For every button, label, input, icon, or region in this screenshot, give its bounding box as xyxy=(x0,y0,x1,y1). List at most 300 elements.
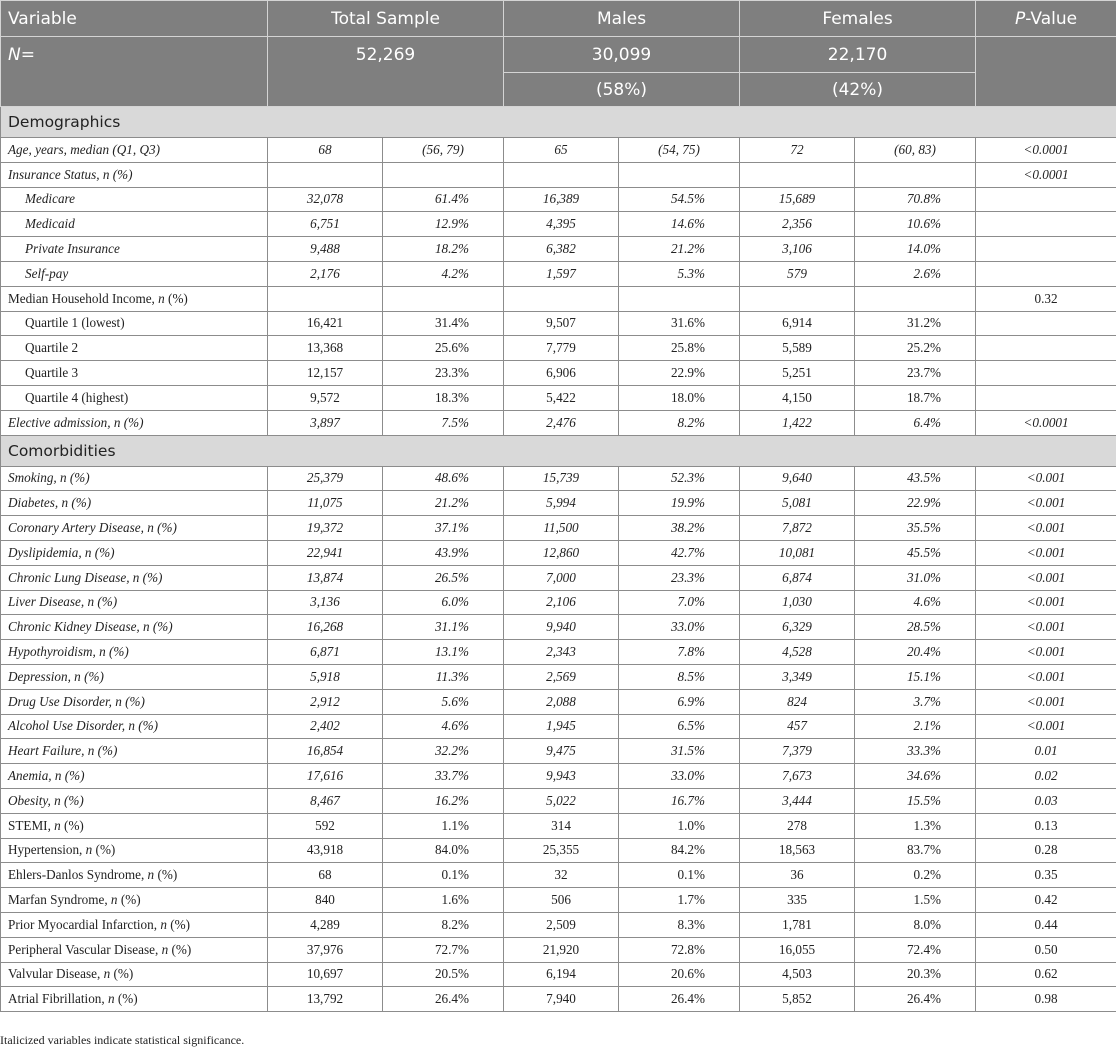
header-females: Females xyxy=(740,1,976,37)
p-value-cell xyxy=(976,261,1116,286)
females-pct-cell: 20.3% xyxy=(855,962,976,987)
row-label xyxy=(1,237,268,262)
females-n-cell: 72 xyxy=(740,138,855,163)
males-n-cell: 2,509 xyxy=(504,912,619,937)
males-pct-cell: 1.0% xyxy=(619,813,740,838)
total-n-cell: 6,871 xyxy=(268,640,383,665)
females-pct-cell: 72.4% xyxy=(855,937,976,962)
row-label xyxy=(1,491,268,516)
males-pct-cell: 38.2% xyxy=(619,516,740,541)
males-pct: (58%) xyxy=(504,73,740,107)
row-label-text: Peripheral Vascular Disease, xyxy=(8,941,162,957)
p-value-cell: 0.02 xyxy=(976,764,1116,789)
row-label-n: n xyxy=(85,842,93,858)
females-n-cell: 5,081 xyxy=(740,491,855,516)
table-row xyxy=(1,714,1116,739)
row-label xyxy=(1,410,268,435)
females-pct-cell xyxy=(855,162,976,187)
p-value-cell: <0.001 xyxy=(976,540,1116,565)
row-label xyxy=(1,385,268,410)
females-pct-cell: (60, 83) xyxy=(855,138,976,163)
row-label xyxy=(1,565,268,590)
row-label-tail: (%) xyxy=(168,941,192,957)
females-pct-cell: 10.6% xyxy=(855,212,976,237)
males-n-cell: 2,343 xyxy=(504,640,619,665)
row-label-tail: (%) xyxy=(114,991,138,1007)
row-label xyxy=(1,888,268,913)
females-n-cell: 18,563 xyxy=(740,838,855,863)
total-pct-cell: 18.2% xyxy=(383,237,504,262)
total-n-cell: 2,402 xyxy=(268,714,383,739)
males-n-cell xyxy=(504,162,619,187)
row-label xyxy=(1,987,268,1012)
row-label-text: Hypertension, xyxy=(8,842,86,858)
females-n-cell: 1,422 xyxy=(740,410,855,435)
females-n-cell: 1,781 xyxy=(740,912,855,937)
females-pct-cell: 2.6% xyxy=(855,261,976,286)
p-value-cell xyxy=(976,385,1116,410)
total-pct-cell: 37.1% xyxy=(383,516,504,541)
females-pct-cell: 15.5% xyxy=(855,788,976,813)
total-pct-cell: 21.2% xyxy=(383,491,504,516)
total-n-cell: 16,854 xyxy=(268,739,383,764)
table-row xyxy=(1,962,1116,987)
row-label-n: n xyxy=(103,966,111,982)
females-pct-cell: 8.0% xyxy=(855,912,976,937)
row-label xyxy=(1,516,268,541)
table-row xyxy=(1,764,1116,789)
row-label-tail: (%) xyxy=(60,817,84,833)
row-label xyxy=(1,788,268,813)
section-title: Comorbidities xyxy=(1,435,1116,466)
p-value-cell: 0.50 xyxy=(976,937,1116,962)
row-label xyxy=(1,689,268,714)
row-label-text: Liver Disease, n (%) xyxy=(8,594,118,610)
females-n-cell: 335 xyxy=(740,888,855,913)
total-pct-cell: 13.1% xyxy=(383,640,504,665)
table-row xyxy=(1,937,1116,962)
total-pct-cell: 4.6% xyxy=(383,714,504,739)
females-n-cell: 6,914 xyxy=(740,311,855,336)
p-value-cell: <0.001 xyxy=(976,590,1116,615)
females-pct-cell: 15.1% xyxy=(855,664,976,689)
males-n-cell: 314 xyxy=(504,813,619,838)
total-n-cell: 43,918 xyxy=(268,838,383,863)
table-row xyxy=(1,162,1116,187)
females-pct-cell: 26.4% xyxy=(855,987,976,1012)
total-n-cell: 16,268 xyxy=(268,615,383,640)
table-row xyxy=(1,590,1116,615)
row-label-n: n xyxy=(158,290,165,306)
total-n-cell: 68 xyxy=(268,138,383,163)
total-n-cell: 19,372 xyxy=(268,516,383,541)
row-label xyxy=(1,187,268,212)
males-n-cell: 7,000 xyxy=(504,565,619,590)
table-row xyxy=(1,212,1116,237)
table-row xyxy=(1,187,1116,212)
females-n-cell xyxy=(740,162,855,187)
males-n-cell xyxy=(504,286,619,311)
females-pct-cell: 28.5% xyxy=(855,615,976,640)
total-pct-cell: 12.9% xyxy=(383,212,504,237)
total-n-cell: 6,751 xyxy=(268,212,383,237)
males-pct-cell: 16.7% xyxy=(619,788,740,813)
p-value-cell: 0.35 xyxy=(976,863,1116,888)
table-row xyxy=(1,491,1116,516)
p-value-cell: <0.001 xyxy=(976,714,1116,739)
males-pct-cell: 7.8% xyxy=(619,640,740,665)
row-label-text: Dyslipidemia, n (%) xyxy=(8,544,115,560)
males-n-cell: 2,106 xyxy=(504,590,619,615)
header-p-letter: P xyxy=(1014,8,1026,29)
females-pct-cell: 20.4% xyxy=(855,640,976,665)
row-label xyxy=(1,212,268,237)
males-pct-cell: 33.0% xyxy=(619,615,740,640)
p-value-cell: <0.001 xyxy=(976,491,1116,516)
row-label-tail: (%) xyxy=(110,966,134,982)
total-pct-cell xyxy=(383,162,504,187)
females-n-cell: 579 xyxy=(740,261,855,286)
row-label-text: Quartile 4 (highest) xyxy=(25,389,129,405)
total-pct-cell: 0.1% xyxy=(383,863,504,888)
header-row xyxy=(1,1,1116,37)
row-label xyxy=(1,664,268,689)
females-pct-cell: 43.5% xyxy=(855,466,976,491)
row-label-text: Coronary Artery Disease, n (%) xyxy=(8,520,177,536)
total-n-cell: 2,912 xyxy=(268,689,383,714)
p-value-cell xyxy=(976,237,1116,262)
females-n-cell: 5,589 xyxy=(740,336,855,361)
total-pct-cell: 8.2% xyxy=(383,912,504,937)
table-row xyxy=(1,565,1116,590)
row-label xyxy=(1,162,268,187)
total-n-cell: 3,136 xyxy=(268,590,383,615)
section-header-comorbidities xyxy=(1,435,1116,466)
males-n-cell: 25,355 xyxy=(504,838,619,863)
row-label xyxy=(1,261,268,286)
total-pct-cell: 1.1% xyxy=(383,813,504,838)
females-n-cell: 9,640 xyxy=(740,466,855,491)
females-n-cell: 2,356 xyxy=(740,212,855,237)
males-pct-cell: (54, 75) xyxy=(619,138,740,163)
males-pct-cell: 26.4% xyxy=(619,987,740,1012)
row-label-text: Smoking, n (%) xyxy=(8,470,90,486)
males-n-cell: 32 xyxy=(504,863,619,888)
row-label-text: Alcohol Use Disorder, n (%) xyxy=(8,718,159,734)
row-label-n: n xyxy=(161,941,169,957)
header-males: Males xyxy=(504,1,740,37)
males-pct-cell: 18.0% xyxy=(619,385,740,410)
males-n-cell: 4,395 xyxy=(504,212,619,237)
row-label-tail: (%) xyxy=(154,867,178,883)
table-row xyxy=(1,912,1116,937)
row-label xyxy=(1,640,268,665)
p-value-cell: <0.001 xyxy=(976,615,1116,640)
males-pct-cell: 6.5% xyxy=(619,714,740,739)
row-label-text: Medicare xyxy=(25,191,76,207)
males-n-cell: 5,022 xyxy=(504,788,619,813)
row-label-text: Anemia, n (%) xyxy=(8,768,85,784)
row-label-text: Drug Use Disorder, n (%) xyxy=(8,693,145,709)
row-label xyxy=(1,466,268,491)
males-pct-cell: 7.0% xyxy=(619,590,740,615)
p-value-cell: <0.0001 xyxy=(976,162,1116,187)
total-n-cell: 9,488 xyxy=(268,237,383,262)
males-n-cell: 7,940 xyxy=(504,987,619,1012)
males-n-cell: 6,382 xyxy=(504,237,619,262)
n-row xyxy=(1,37,1116,73)
total-n-cell: 25,379 xyxy=(268,466,383,491)
table-row xyxy=(1,261,1116,286)
total-n-cell: 5,918 xyxy=(268,664,383,689)
females-pct-cell: 1.5% xyxy=(855,888,976,913)
females-n-cell: 36 xyxy=(740,863,855,888)
males-pct-cell: 72.8% xyxy=(619,937,740,962)
table-row xyxy=(1,516,1116,541)
total-pct-cell: 43.9% xyxy=(383,540,504,565)
males-pct-cell xyxy=(619,286,740,311)
total-pct-cell: 33.7% xyxy=(383,764,504,789)
females-n-cell: 7,673 xyxy=(740,764,855,789)
row-label-n: n xyxy=(110,892,118,907)
males-pct-cell: 8.2% xyxy=(619,410,740,435)
females-pct-cell: 34.6% xyxy=(855,764,976,789)
total-n-cell: 13,368 xyxy=(268,336,383,361)
males-n-cell: 9,940 xyxy=(504,615,619,640)
p-value-cell: 0.98 xyxy=(976,987,1116,1012)
p-value-cell xyxy=(976,212,1116,237)
females-n-cell: 4,503 xyxy=(740,962,855,987)
females-pct-cell: 45.5% xyxy=(855,540,976,565)
row-label-tail: (%) xyxy=(166,916,191,932)
table-row xyxy=(1,664,1116,689)
females-n-cell: 7,872 xyxy=(740,516,855,541)
row-label xyxy=(1,714,268,739)
males-n-cell: 15,739 xyxy=(504,466,619,491)
row-label-text: Diabetes, n (%) xyxy=(8,495,92,511)
n-label-cell xyxy=(1,37,268,107)
males-n-cell: 2,476 xyxy=(504,410,619,435)
row-label xyxy=(1,138,268,163)
total-n-cell: 4,289 xyxy=(268,912,383,937)
header-variable: Variable xyxy=(1,1,268,37)
females-n-cell: 3,349 xyxy=(740,664,855,689)
header-p-value xyxy=(976,1,1116,37)
total-pct-cell: 32.2% xyxy=(383,739,504,764)
females-pct-cell: 70.8% xyxy=(855,187,976,212)
males-pct-cell: 1.7% xyxy=(619,888,740,913)
males-pct-cell: 5.3% xyxy=(619,261,740,286)
p-value-cell: <0.001 xyxy=(976,640,1116,665)
header-total-sample: Total Sample xyxy=(268,1,504,37)
total-pct-cell: 25.6% xyxy=(383,336,504,361)
row-label xyxy=(1,739,268,764)
row-label-text: Chronic Kidney Disease, n (%) xyxy=(8,619,173,635)
total-pct-cell xyxy=(383,286,504,311)
p-value-cell: 0.62 xyxy=(976,962,1116,987)
males-pct-cell: 14.6% xyxy=(619,212,740,237)
p-value-cell: 0.44 xyxy=(976,912,1116,937)
males-pct-cell: 0.1% xyxy=(619,863,740,888)
females-n-cell: 3,106 xyxy=(740,237,855,262)
males-pct-cell: 84.2% xyxy=(619,838,740,863)
males-n-cell: 65 xyxy=(504,138,619,163)
males-n-cell: 21,920 xyxy=(504,937,619,962)
females-n-cell: 15,689 xyxy=(740,187,855,212)
males-n-cell: 1,945 xyxy=(504,714,619,739)
males-n-cell: 11,500 xyxy=(504,516,619,541)
total-pct-cell: 23.3% xyxy=(383,361,504,386)
males-n-cell: 7,779 xyxy=(504,336,619,361)
table-row xyxy=(1,739,1116,764)
females-pct-cell xyxy=(855,286,976,311)
row-label xyxy=(1,540,268,565)
p-value-empty-header xyxy=(976,37,1116,107)
table-row xyxy=(1,385,1116,410)
row-label-n: n xyxy=(54,817,61,833)
p-value-cell: <0.001 xyxy=(976,466,1116,491)
males-pct-cell: 31.6% xyxy=(619,311,740,336)
section-title: Demographics xyxy=(1,107,1116,138)
males-n-cell: 5,422 xyxy=(504,385,619,410)
total-pct-cell: 11.3% xyxy=(383,664,504,689)
row-label-text: Prior Myocardial Infarction, xyxy=(8,916,161,932)
table-row xyxy=(1,311,1116,336)
total-n-cell xyxy=(268,286,383,311)
row-label xyxy=(1,863,268,888)
table-body xyxy=(1,1,1116,1012)
total-pct-cell: 5.6% xyxy=(383,689,504,714)
row-label xyxy=(1,590,268,615)
row-label-text: Self-pay xyxy=(25,265,69,281)
total-n-cell: 9,572 xyxy=(268,385,383,410)
row-label-text: Obesity, n (%) xyxy=(8,792,84,808)
females-n-cell: 5,852 xyxy=(740,987,855,1012)
total-pct-cell: 20.5% xyxy=(383,962,504,987)
total-pct-cell: 18.3% xyxy=(383,385,504,410)
females-pct-cell: 31.0% xyxy=(855,565,976,590)
p-value-cell xyxy=(976,336,1116,361)
females-pct-cell: 0.2% xyxy=(855,863,976,888)
total-n-cell: 840 xyxy=(268,888,383,913)
females-pct-cell: 23.7% xyxy=(855,361,976,386)
p-value-cell: <0.0001 xyxy=(976,138,1116,163)
row-label-text: Valvular Disease, xyxy=(8,966,104,982)
total-n-cell: 37,976 xyxy=(268,937,383,962)
females-n-cell: 10,081 xyxy=(740,540,855,565)
table-row xyxy=(1,237,1116,262)
males-pct-cell: 54.5% xyxy=(619,187,740,212)
males-pct-cell: 52.3% xyxy=(619,466,740,491)
row-label-text: Age, years, median (Q1, Q3) xyxy=(8,141,160,157)
males-n-cell: 506 xyxy=(504,888,619,913)
females-n-cell: 824 xyxy=(740,689,855,714)
p-value-cell xyxy=(976,187,1116,212)
row-label-text: Quartile 2 xyxy=(25,340,79,356)
total-pct-cell: 84.0% xyxy=(383,838,504,863)
row-label xyxy=(1,311,268,336)
row-label xyxy=(1,361,268,386)
row-label-text: Chronic Lung Disease, n (%) xyxy=(8,569,163,585)
total-pct-cell: (56, 79) xyxy=(383,138,504,163)
table-row xyxy=(1,813,1116,838)
table-row xyxy=(1,410,1116,435)
table-row xyxy=(1,540,1116,565)
total-n-cell: 10,697 xyxy=(268,962,383,987)
males-n-cell: 6,906 xyxy=(504,361,619,386)
table-row xyxy=(1,361,1116,386)
row-label xyxy=(1,336,268,361)
row-label-text: Quartile 1 (lowest) xyxy=(25,315,125,331)
females-pct-cell: 18.7% xyxy=(855,385,976,410)
males-pct-cell xyxy=(619,162,740,187)
total-n-cell: 13,874 xyxy=(268,565,383,590)
row-label-tail: (%) xyxy=(164,290,188,306)
row-label-text: Depression, n (%) xyxy=(8,668,104,684)
males-n-cell: 2,088 xyxy=(504,689,619,714)
row-label xyxy=(1,838,268,863)
row-label xyxy=(1,962,268,987)
females-n-cell: 5,251 xyxy=(740,361,855,386)
females-pct: (42%) xyxy=(740,73,976,107)
females-n-cell: 6,874 xyxy=(740,565,855,590)
males-n-cell: 5,994 xyxy=(504,491,619,516)
females-n-cell: 3,444 xyxy=(740,788,855,813)
row-label-n: n xyxy=(147,867,155,883)
header-p-suffix: -Value xyxy=(1025,8,1078,29)
total-pct-cell: 7.5% xyxy=(383,410,504,435)
table-footnote: Italicized variables indicate statistical significance. xyxy=(0,1033,245,1047)
p-value-cell: 0.13 xyxy=(976,813,1116,838)
total-n-cell: 2,176 xyxy=(268,261,383,286)
males-pct-cell: 8.5% xyxy=(619,664,740,689)
females-pct-cell: 4.6% xyxy=(855,590,976,615)
females-n-cell: 1,030 xyxy=(740,590,855,615)
total-pct-cell: 6.0% xyxy=(383,590,504,615)
total-n-cell: 8,467 xyxy=(268,788,383,813)
p-value-cell: 0.01 xyxy=(976,739,1116,764)
table-row xyxy=(1,863,1116,888)
females-pct-cell: 14.0% xyxy=(855,237,976,262)
males-n-cell: 1,597 xyxy=(504,261,619,286)
table-row xyxy=(1,838,1116,863)
females-pct-cell: 83.7% xyxy=(855,838,976,863)
total-n-cell: 22,941 xyxy=(268,540,383,565)
total-n: 52,269 xyxy=(268,37,504,107)
females-n-cell: 16,055 xyxy=(740,937,855,962)
p-value-cell: <0.0001 xyxy=(976,410,1116,435)
males-pct-cell: 22.9% xyxy=(619,361,740,386)
p-value-cell: 0.28 xyxy=(976,838,1116,863)
table-row xyxy=(1,138,1116,163)
p-value-cell xyxy=(976,361,1116,386)
females-n-cell: 4,528 xyxy=(740,640,855,665)
total-pct-cell: 26.5% xyxy=(383,565,504,590)
row-label-text: Hypothyroidism, n (%) xyxy=(8,644,129,660)
row-label-text: Private Insurance xyxy=(25,241,120,257)
row-label xyxy=(1,615,268,640)
males-pct-cell: 33.0% xyxy=(619,764,740,789)
females-n-cell: 4,150 xyxy=(740,385,855,410)
row-label-text: Medicaid xyxy=(25,216,75,232)
total-pct-cell: 16.2% xyxy=(383,788,504,813)
table-row xyxy=(1,615,1116,640)
females-pct-cell: 33.3% xyxy=(855,739,976,764)
females-n-cell: 278 xyxy=(740,813,855,838)
total-n-cell: 592 xyxy=(268,813,383,838)
row-label-text: Atrial Fibrillation, xyxy=(8,991,108,1007)
males-n-cell: 16,389 xyxy=(504,187,619,212)
